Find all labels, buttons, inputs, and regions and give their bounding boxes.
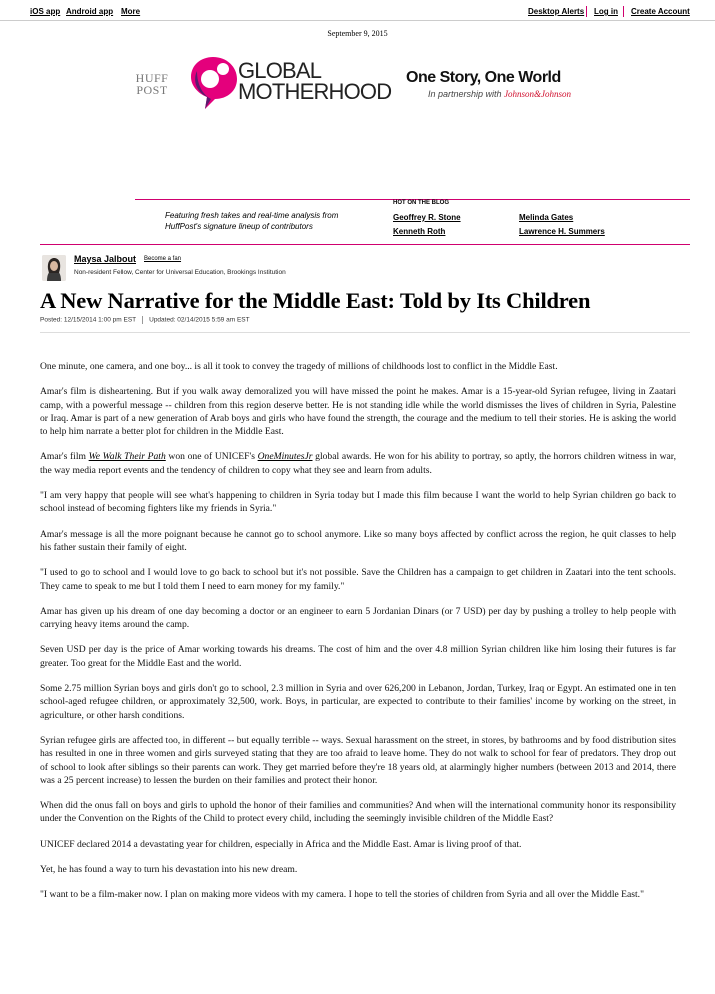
top-bar (0, 0, 715, 21)
partner-prefix: In partnership with (428, 89, 502, 99)
posted-date: Posted: 12/15/2014 1:00 pm EST (40, 316, 137, 324)
become-fan-link[interactable]: Become a fan (144, 256, 182, 262)
article-paragraph: "I want to be a film-maker now. I plan on making more videos with my camera. I hope to tell the stories of children from Syria and all over the Middle East." (40, 889, 644, 901)
topbar-separator (586, 6, 587, 17)
meta-separator (142, 316, 143, 324)
updated-date: Updated: 02/14/2015 5:59 am EST (149, 316, 250, 324)
article-paragraph: Amar has given up his dream of one day becoming a doctor or an engineer to earn 5 Jordanian Dinars (or 7 USD) per day by pushing a trolley to help people with carrying heavy items around the camp. (40, 605, 676, 631)
article-paragraph: Syrian refugee girls are affected too, in different -- but equally terrible -- ways. Sexual harassment on the street, in stores, by bathrooms and by food distribution sites has resulted in one in three women and girls surveyed stating that they are too afraid to leave home. They do not walk to school for fear of predators. They drop out of school to look after siblings so their parents can work. They get married before they're 18 years old, at alarmingly higher numbers (between 2013 and 2014, there was a 25 percent increase) to lessen the burden on their families and protect their honor. (40, 734, 676, 786)
blogger-link[interactable]: Kenneth Roth (393, 227, 446, 236)
featured-text: Featuring fresh takes and real-time analysis from HuffPost's signature lineup of contributors (165, 211, 339, 231)
more-link[interactable]: More (121, 7, 141, 16)
article-paragraph: Yet, he has found a way to turn his devastation into his new dream. (40, 864, 298, 876)
blogger-link[interactable]: Geoffrey R. Stone (393, 213, 461, 222)
divider (40, 244, 690, 245)
android-app-link[interactable]: Android app (66, 7, 114, 16)
post-meta (40, 316, 250, 324)
huffpost-logo-line2: POST (136, 83, 168, 97)
article-paragraph: Seven USD per day is the price of Amar working towards his dreams. The cost of him and the over 4.8 million Syrian children like him losing their futures is far greater. Too great for the Middle East and the world. (40, 644, 676, 669)
log-in-link[interactable]: Log in (594, 7, 618, 16)
blogger-link[interactable]: Melinda Gates (519, 213, 574, 222)
create-account-link[interactable]: Create Account (631, 7, 690, 16)
author-bio: Non-resident Fellow, Center for Universal Education, Brookings Institution (74, 269, 286, 276)
topbar-separator (623, 6, 624, 17)
oneminutesjr-link[interactable]: OneMinutesJr (257, 451, 313, 463)
article-paragraph: "I used to go to school and I would love to go back to school but it's not possible. Save the Children has a campaign to get children in Zaatari into the tent schools. They came to speak to me but I told them I need to earn money for my family." (40, 567, 676, 592)
partner-logo: Johnson&Johnson (504, 89, 572, 99)
global-motherhood-wordmark (238, 60, 391, 102)
article-paragraph: When did the onus fall on boys and girls to uphold the honor of their families and communities? And when will the international community honor its responsibility under the Convention on the Rights of the Child to protect every child, including the seemingly invisible children of the Middle East? (40, 800, 676, 825)
film-title-link[interactable]: We Walk Their Path (88, 451, 166, 463)
desktop-alerts-link[interactable]: Desktop Alerts (528, 7, 585, 16)
author-avatar[interactable] (42, 255, 66, 281)
page-title: A New Narrative for the Middle East: Told by Its Children (40, 288, 591, 313)
article-paragraph (40, 450, 676, 477)
tagline: One Story, One World (406, 69, 561, 86)
logo-line1: GLOBAL (238, 58, 322, 83)
article-body (40, 360, 676, 914)
huffpost-logo-line1: HUFF (135, 71, 169, 85)
article-paragraph: One minute, one camera, and one boy... is all it took to convey the tragedy of millions of childhoods lost to conflict in the Middle East. (40, 361, 558, 372)
huffpost-logo[interactable] (132, 72, 172, 96)
ios-app-link[interactable]: iOS app (30, 7, 61, 16)
paragraph-text: won one of UNICEF's (165, 451, 258, 463)
paragraph-text: global awards. He won for his ability to portray, so aptly, the horrors children witness in war, the way media report events and the tendency of children to copy what they see and learn from adults. (40, 451, 676, 476)
article-paragraph: "I am very happy that people will see what's happening to children in Syria today but I made this film because I want the world to help Syrian children go back to school instead of becoming fighters like my friends in Syria." (40, 490, 676, 515)
logo-line2: MOTHERHOOD (238, 79, 392, 104)
hot-on-blog-label: HOT ON THE BLOG (393, 200, 449, 206)
article-paragraph: Amar's film is disheartening. But if you walk away demoralized you will have missed the point he makes. Amar is a 15-year-old Syrian refugee, living in Zaatari camp, with a powerful message -- children from this region deserve better. He is not standing idle while the world dismisses the lives of children in Syria, Palestine or Iraq. Amar is part of a new generation of Arab boys and girls who have found the strength, the courage and the medium to tell their stories. He is asking the world to help him narrate a better plot for children in the Middle East. (40, 386, 676, 438)
article-paragraph: UNICEF declared 2014 a devastating year for children, especially in Africa and the Middle East. Amar is living proof of that. (40, 838, 522, 850)
blogger-link[interactable]: Lawrence H. Summers (519, 227, 605, 236)
paragraph-text: Amar's film (40, 451, 89, 463)
article-paragraph: Some 2.75 million Syrian boys and girls don't go to school, 2.3 million in Syria and over 626,200 in Lebanon, Jordan, Turkey, Iraq or Egypt. An estimated one in ten school-aged refugee children, or approximately 32,500, work. Boys, in particular, are expected to contribute to their families' income by working on the street, in agriculture, or other harsh conditions. (40, 683, 676, 721)
author-name-link[interactable]: Maysa Jalbout (74, 254, 137, 264)
article-paragraph: Amar's message is all the more poignant because he cannot go to school anymore. Like so many boys affected by conflict across the region, he quit classes to help his father sustain their family of eight. (40, 528, 676, 553)
global-motherhood-logo-icon (183, 51, 243, 111)
partner-line (428, 89, 571, 99)
divider (40, 332, 690, 333)
page-date: September 9, 2015 (327, 29, 388, 38)
avatar-portrait-icon (42, 255, 66, 281)
